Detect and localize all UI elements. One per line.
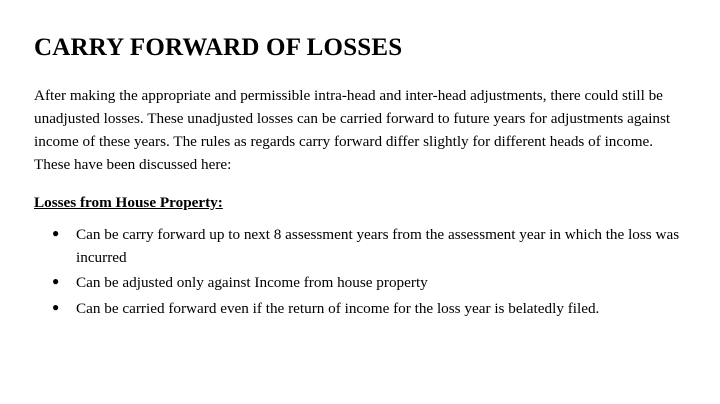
list-item	[50, 272, 716, 295]
bullet-icon: ●	[52, 225, 60, 240]
list-item	[50, 298, 716, 321]
page-title: CARRY FORWARD OF LOSSES	[34, 34, 403, 61]
list-item-text: Can be carry forward up to next 8 assessment years from the assessment year in which the loss was incurred	[76, 225, 680, 266]
intro-paragraph: After making the appropriate and permissible intra-head and inter-head adjustments, there could still be unadjusted losses. These unadjusted losses can be carried forward to future years for adjustments against income of these years. The rules as regards carry forward differ slightly for different heads of income. These have been discussed here:	[34, 86, 671, 173]
bullet-list	[34, 224, 690, 321]
list-item	[50, 224, 716, 270]
section-heading-losses-from-house-property: Losses from House Property:	[34, 193, 223, 211]
list-item-text: Can be carried forward even if the return of income for the loss year is belatedly filed.	[76, 300, 600, 318]
bullet-icon: ●	[52, 300, 60, 315]
list-item-text: Can be adjusted only against Income from house property	[76, 274, 428, 292]
bullet-icon: ●	[52, 274, 60, 289]
